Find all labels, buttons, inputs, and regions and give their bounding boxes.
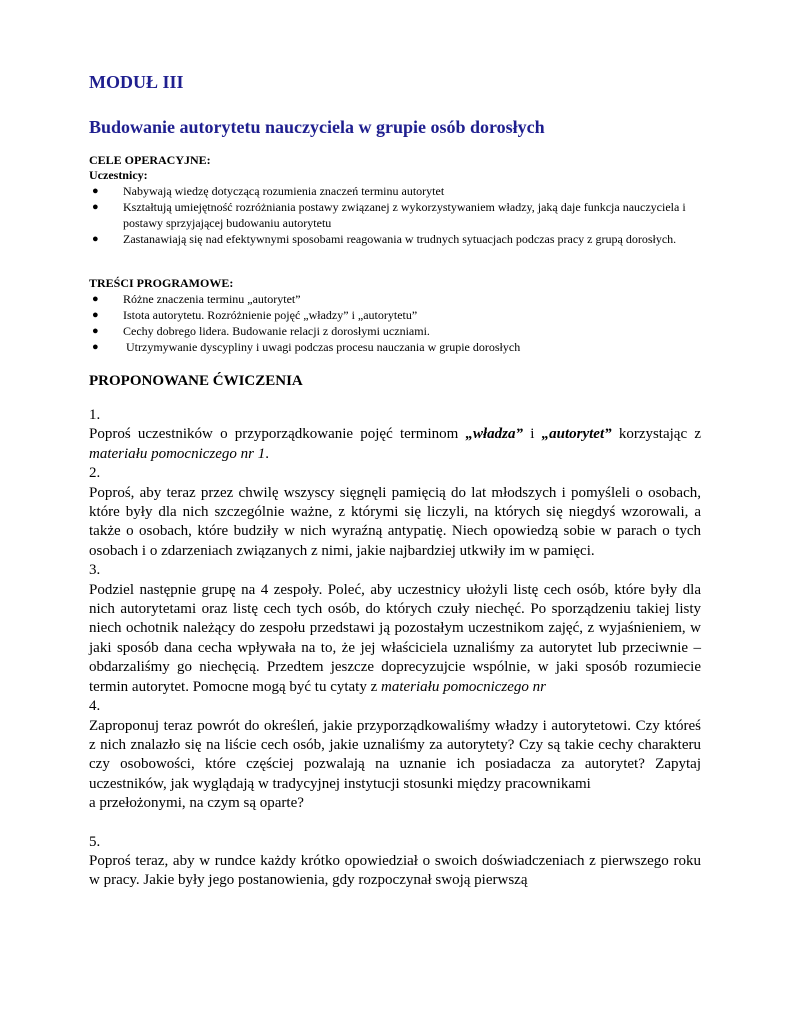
- content-list: [89, 291, 701, 355]
- list-item: ● Istota autorytetu. Rozróżnienie pojęć „władzy” i „autorytetu”: [92, 308, 418, 322]
- exercise-number: 1.: [89, 407, 101, 423]
- goals-heading: CELE OPERACYJNE:: [89, 153, 211, 167]
- keyword-authority: „autorytet”: [541, 426, 612, 443]
- goals-section: [89, 153, 701, 247]
- goals-subheading: Uczestnicy:: [89, 168, 148, 182]
- exercise-number: 5.: [89, 833, 101, 850]
- exercise-number: 3.: [89, 562, 101, 579]
- bullet-icon: ●: [92, 233, 99, 245]
- keyword-power: „władza”: [465, 426, 524, 443]
- bullet-icon: ●: [92, 185, 99, 197]
- exercise-3-text: Podziel następnie grupę na 4 zespoły. Poleć, aby uczestnicy ułożyli listę cech osób, które były dla nich autorytetami oraz listę cech tych osób, do których czuły niechęć. Po sporządzeniu takiej listy niech ochotnik należący do zespołu przedstawi ją pozostałym uczestnikom zajęć, z wyjaśnieniem, w jaki sposób dana cecha wpływała na to, że jej właściciela uznaliśmy za autorytet lub przeciwnie – obdarzaliśmy go niechęcią. Przedtem jeszcze doprecyzujcie wspólnie, w jaki sposób rozumiecie termin autorytet. Pomocne mogą być tu cytaty z materiału pomocniczego nr: [89, 581, 701, 695]
- list-item: ● Nabywają wiedzę dotyczącą rozumienia znaczeń terminu autorytet: [92, 184, 445, 198]
- goals-list: [89, 183, 701, 247]
- exercise-number: 4.: [89, 698, 101, 715]
- list-item: ● Kształtują umiejętność rozróżniania postawy związanej z wykorzystywaniem władzy, jaką daje funkcja nauczyciela i postawy sprzyjającej budowaniu autorytetu: [92, 200, 686, 230]
- module-subtitle: Budowanie autorytetu nauczyciela w grupie osób dorosłych: [89, 117, 545, 137]
- bullet-icon: ●: [92, 201, 99, 213]
- exercise-2-text: Poproś, aby teraz przez chwilę wszyscy sięgnęli pamięcią do lat młodszych i pomyśleli o osobach, które były dla nich szczególnie ważne, z którymi się liczyli, na których się niegdyś wzorowali, a także o osobach, które budziły w nich wyraźną antypatię. Niech opowiedzą sobie w parach o tych osobach i o zdarzeniach związanych z nimi, jakie najbardziej utkwiły im w pamięci.: [89, 484, 701, 559]
- content-section: [89, 276, 701, 355]
- exercise-1-text: Poproś uczestników o przyporządkowanie pojęć terminom „władza” i „autorytet” korzystając z materiału pomocniczego nr 1.: [89, 426, 701, 462]
- exercise-5-text: Poproś teraz, aby w rundce każdy krótko opowiedział o swoich doświadczeniach z pierwszego roku w pracy. Jakie były jego postanowienia, gdy rozpoczynał swoją pierwszą: [89, 852, 701, 889]
- exercise-4-text: Zaproponuj teraz powrót do określeń, jakie przyporządkowaliśmy władzy i autorytetowi. Czy któreś z nich znalazło się na liście cech osób, jakie uznaliśmy za autorytety? Czy są takie cechy charakteru czy osobowości, które częściej pozwalają na uznanie ich posiadacza za autorytet? Zapytaj uczestników, jak wyglądają w tradycyjnej instytucji stosunki między pracownikami: [89, 717, 701, 792]
- list-item: ● Utrzymywanie dyscypliny i uwagi podczas procesu nauczania w grupie dorosłych: [92, 340, 521, 354]
- module-title: MODUŁ III: [89, 72, 184, 92]
- exercise-number: 2.: [89, 465, 101, 482]
- exercises-heading: PROPONOWANE ĆWICZENIA: [89, 373, 303, 389]
- content-heading: TREŚCI PROGRAMOWE:: [89, 276, 234, 290]
- bullet-icon: ●: [92, 293, 99, 305]
- bullet-icon: ●: [92, 309, 99, 321]
- list-item: ● Zastanawiają się nad efektywnymi sposobami reagowania w trudnych sytuacjach podczas pracy z grupą dorosłych.: [92, 232, 677, 246]
- list-item: ● Różne znaczenia terminu „autorytet”: [92, 292, 301, 306]
- exercises-body: [89, 406, 701, 891]
- reference-material: materiału pomocniczego nr: [381, 678, 546, 695]
- spacer: [89, 814, 701, 833]
- list-item: ● Cechy dobrego lidera. Budowanie relacji z dorosłymi uczniami.: [92, 324, 430, 338]
- reference-material: materiału pomocniczego nr 1: [89, 445, 266, 462]
- exercise-4-text-continued: a przełożonymi, na czym są oparte?: [89, 795, 304, 812]
- bullet-icon: ●: [92, 325, 99, 337]
- bullet-icon: ●: [92, 341, 99, 353]
